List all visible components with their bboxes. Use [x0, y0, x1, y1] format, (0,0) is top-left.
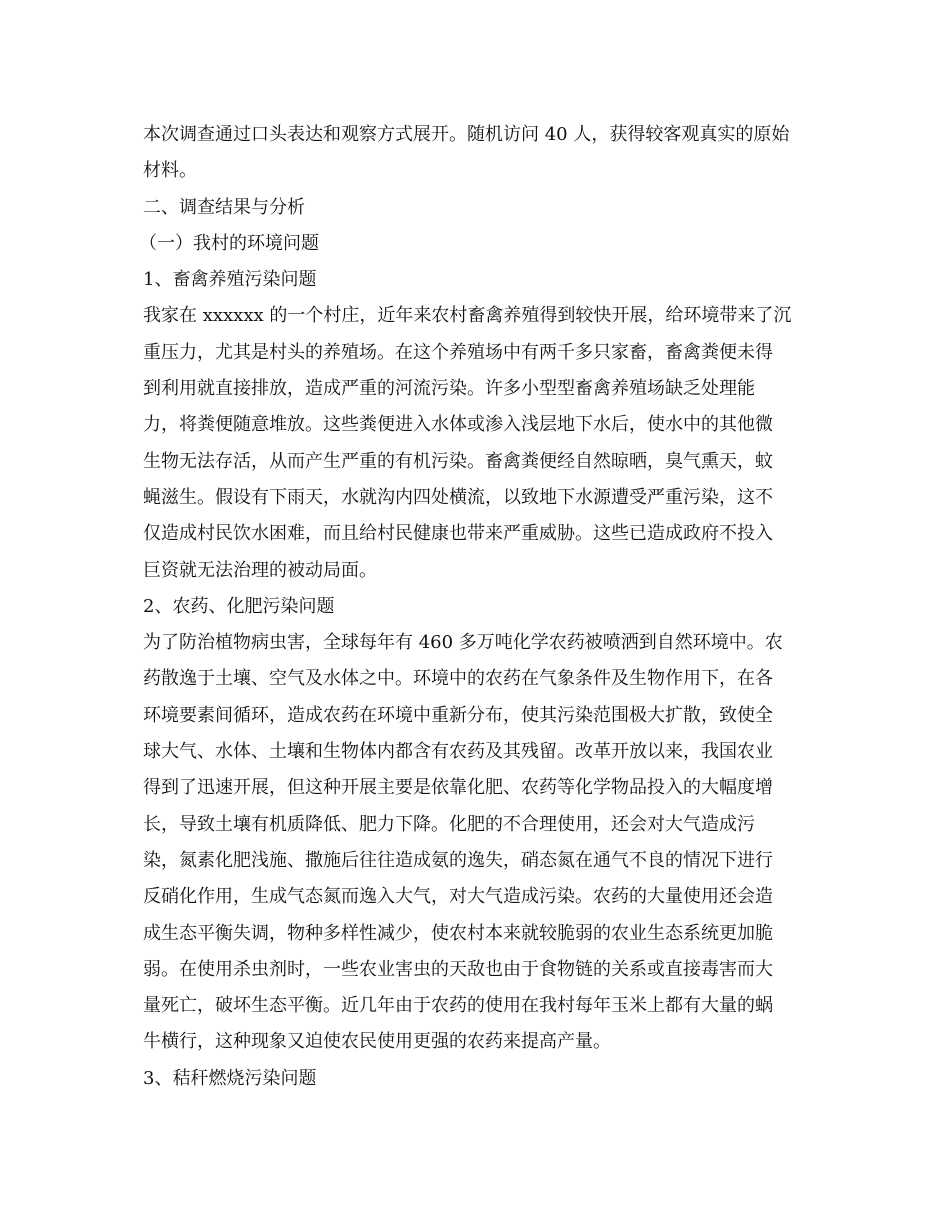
text-line: 本次调查通过口头表达和观察方式展开。随机访问 40 人，获得较客观真实的原始	[143, 124, 790, 145]
text-line: 量死亡，破坏生态平衡。近几年由于农药的使用在我村每年玉米上都有大量的蜗	[143, 995, 773, 1017]
text-line: 生物无法存活，从而产生严重的有机污染。畜禽粪便经自然晾晒，臭气熏天，蚊	[143, 450, 773, 472]
text-line: 弱。在使用杀虫剂时，一些农业害虫的天敌也由于食物链的关系或直接毒害而大	[143, 958, 773, 980]
text-line: 牛横行，这种现象又迫使农民使用更强的农药来提高产量。	[143, 1031, 611, 1053]
text-line: 仅造成村民饮水困难，而且给村民健康也带来严重威胁。这些已造成政府不投入	[143, 523, 773, 545]
text-line: 巨资就无法治理的被动局面。	[143, 559, 377, 581]
document-body	[139, 117, 813, 1097]
text-line: 蝇滋生。假设有下雨天，水就沟内四处横流，以致地下水源遭受严重污染，这不	[143, 486, 773, 508]
section-heading: 2、农药、化肥污染问题	[143, 595, 335, 617]
text-line: 材料。	[143, 160, 197, 182]
text-line: 环境要素间循环，造成农药在环境中重新分布，使其污染范围极大扩散，致使全	[143, 704, 773, 726]
text-line: 为了防治植物病虫害，全球每年有 460 多万吨化学农药被喷洒到自然环境中。农	[143, 632, 783, 654]
text-line: 重压力，尤其是村头的养殖场。在这个养殖场中有两千多只家畜，畜禽粪便未得	[143, 341, 773, 363]
section-heading: 二、调查结果与分析	[143, 196, 305, 218]
section-heading: 1、畜禽养殖污染问题	[143, 269, 317, 291]
text-line: 反硝化作用，生成气态氮而逸入大气，对大气造成污染。农药的大量使用还会造	[143, 886, 773, 908]
text-line: 长，导致土壤有机质降低、肥力下降。化肥的不合理使用，还会对大气造成污	[143, 813, 755, 835]
text-line: 球大气、水体、土壤和生物体内都含有农药及其残留。改革开放以来，我国农业	[143, 741, 773, 763]
text-line: 到利用就直接排放，造成严重的河流污染。许多小型型畜禽养殖场缺乏处理能	[143, 378, 755, 400]
text-line: 染，氮素化肥浅施、撒施后往往造成氨的逸失，硝态氮在通气不良的情况下进行	[143, 849, 773, 871]
text-line: 力，将粪便随意堆放。这些粪便进入水体或渗入浅层地下水后，使水中的其他微	[143, 414, 773, 436]
section-heading: （一）我村的环境问题	[139, 232, 319, 254]
text-line: 我家在 xxxxxx 的一个村庄，近年来农村畜禽养殖得到较快开展，给环境带来了沉	[143, 305, 792, 327]
text-line: 药散逸于土壤、空气及水体之中。环境中的农药在气象条件及生物作用下，在各	[143, 668, 773, 690]
text-line: 成生态平衡失调，物种多样性减少，使农村本来就较脆弱的农业生态系统更加脆	[143, 922, 773, 944]
section-heading: 3、秸秆燃烧污染问题	[143, 1067, 317, 1089]
text-line: 得到了迅速开展，但这种开展主要是依靠化肥、农药等化学物品投入的大幅度增	[143, 777, 773, 799]
